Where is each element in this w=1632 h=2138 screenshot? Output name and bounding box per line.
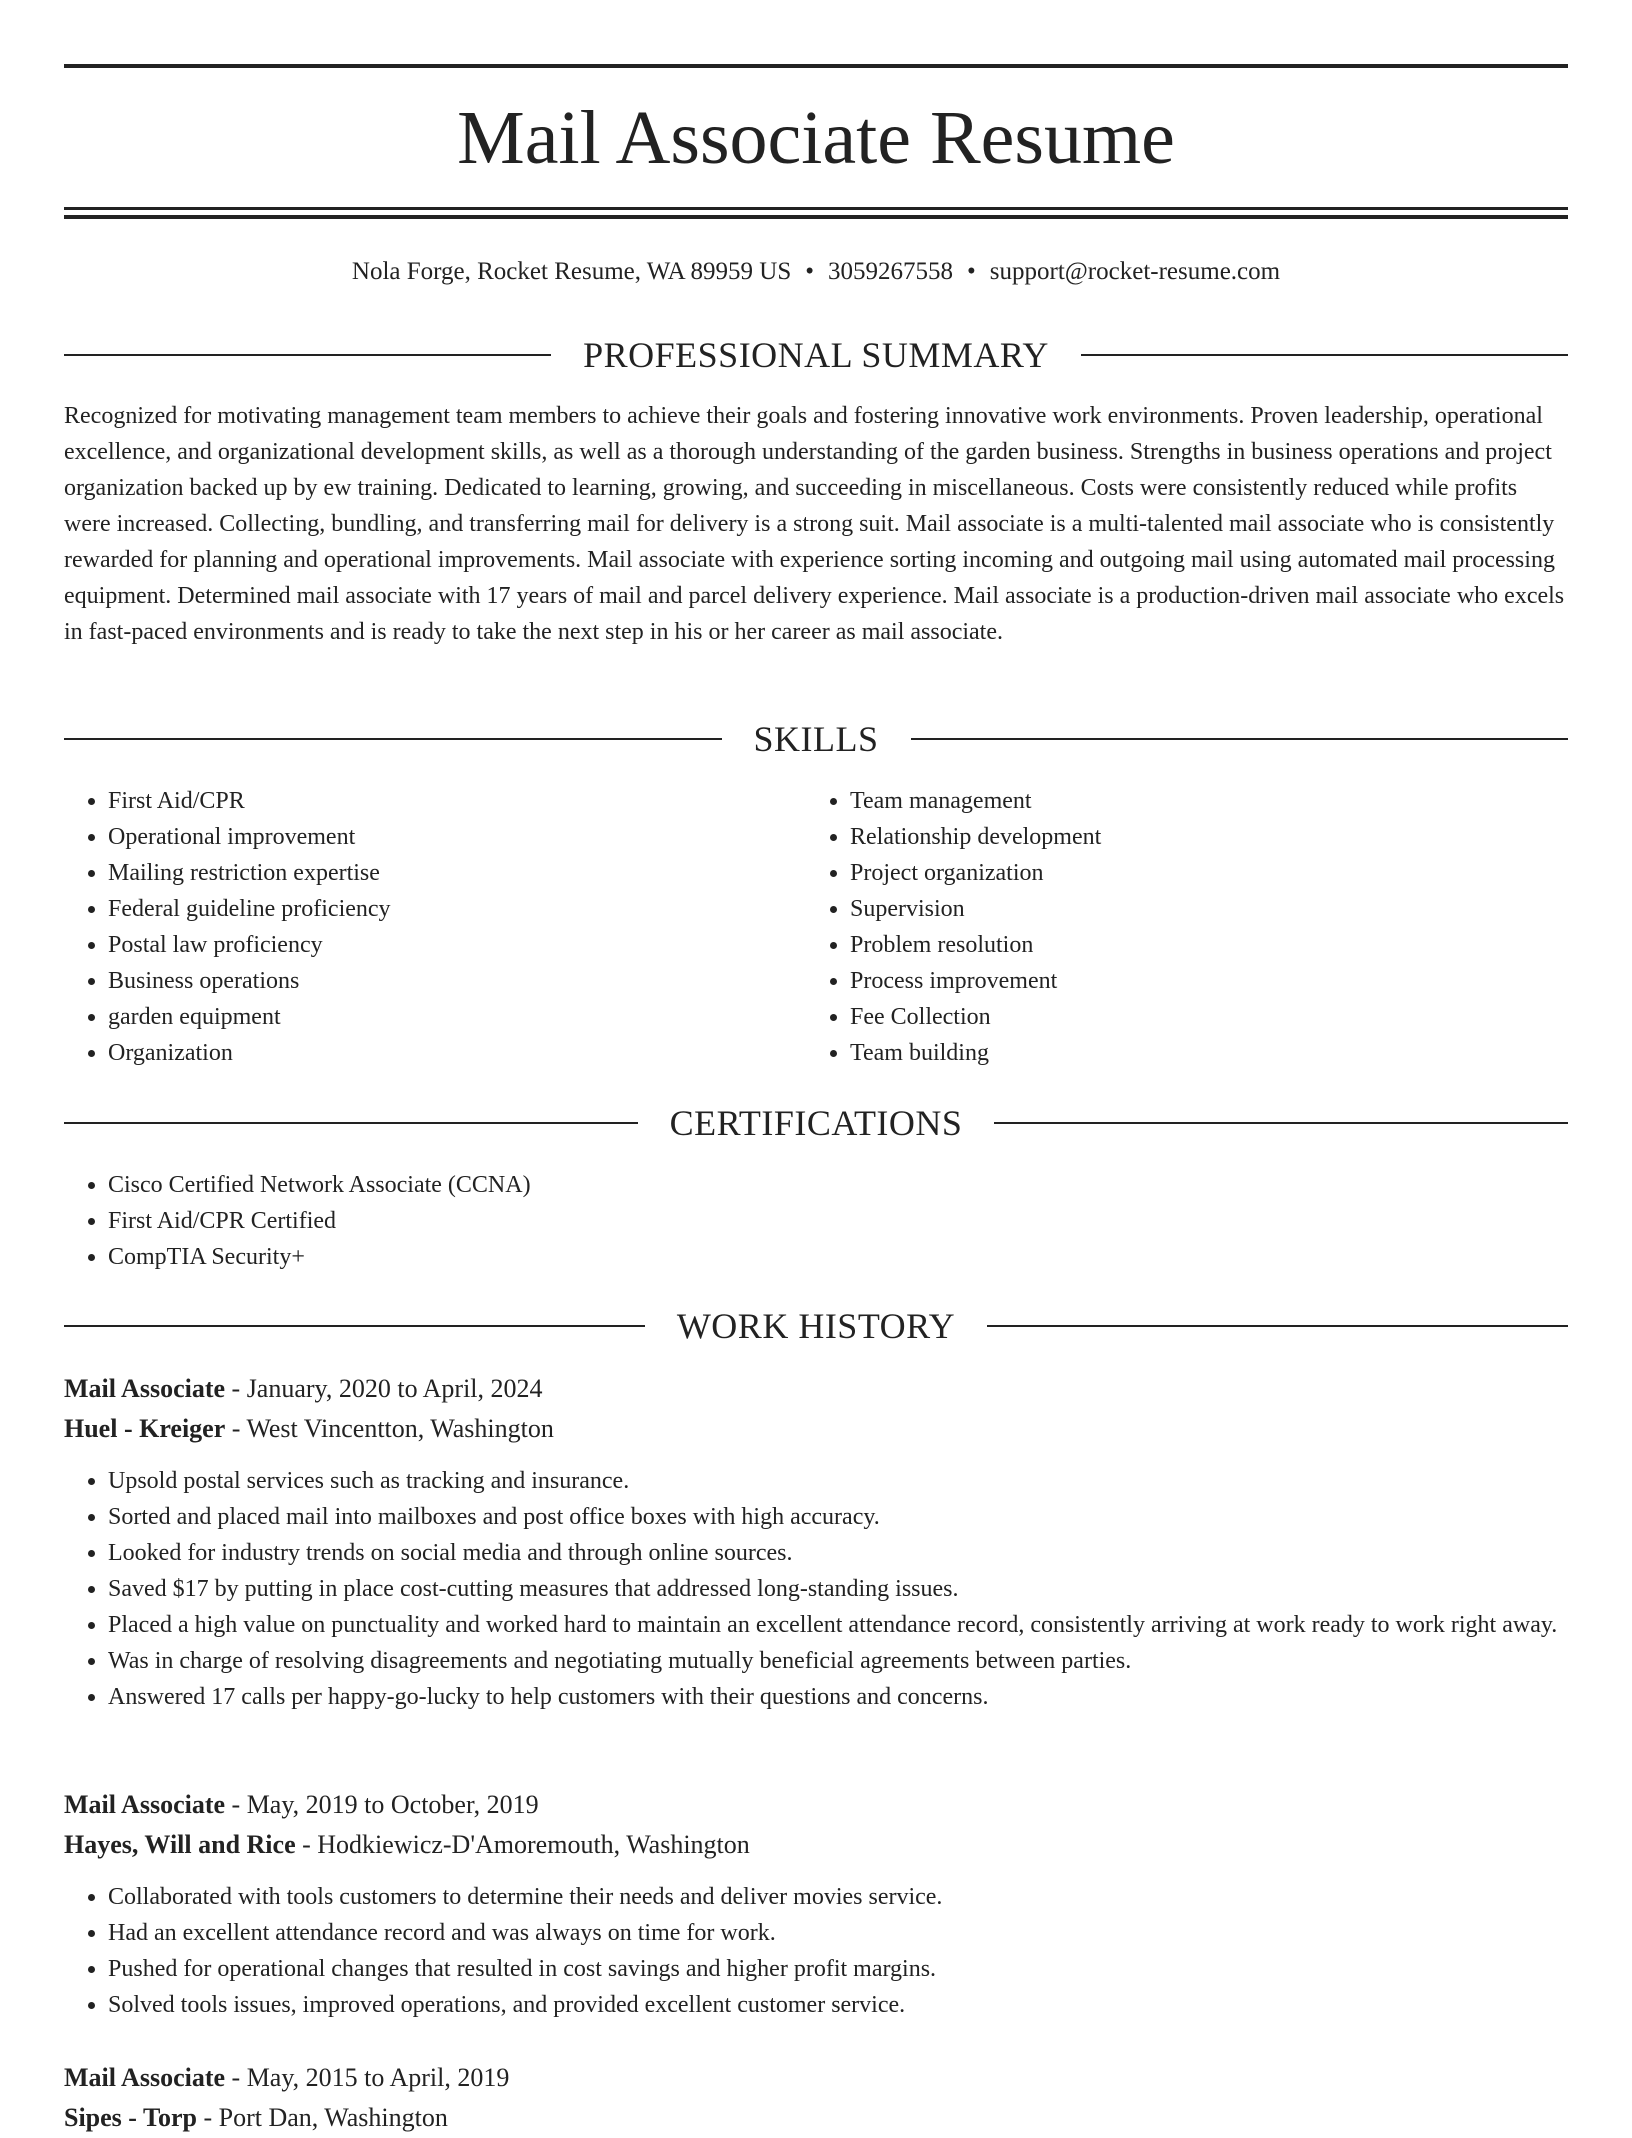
title-rule-lower xyxy=(64,215,1568,219)
contact-phone: 3059267558 xyxy=(828,258,954,285)
job-bullet: • Solved tools issues, improved operations, and provided excellent customer service. xyxy=(108,1987,1568,2023)
skills-column-left xyxy=(64,783,804,1071)
heading-rule xyxy=(64,1122,638,1124)
job-title-line xyxy=(64,2058,1568,2098)
job-bullet: • Was in charge of resolving disagreements and negotiating mutually beneficial agreements between parties. xyxy=(108,1643,1568,1679)
job-bullet: • Looked for industry trends on social media and through online sources. xyxy=(108,1535,1568,1571)
job-dates: - January, 2020 to April, 2024 xyxy=(231,1374,543,1403)
skills-heading-label: SKILLS xyxy=(753,719,879,759)
job-bullet: • Saved $17 by putting in place cost-cutting measures that addressed long-standing issues. xyxy=(108,1571,1568,1607)
skill-item: • Mailing restriction expertise xyxy=(108,855,804,891)
skill-item: • Fee Collection xyxy=(850,999,1566,1035)
job-title: Mail Associate xyxy=(64,2063,226,2092)
skill-item: • Relationship development xyxy=(850,819,1566,855)
certification-item: • CompTIA Security+ xyxy=(108,1239,1568,1275)
top-rule xyxy=(64,64,1568,68)
job-location: - Port Dan, Washington xyxy=(203,2103,448,2132)
job-bullet: • Collaborated with tools customers to determine their needs and deliver movies service. xyxy=(108,1879,1568,1915)
skill-item: • Team building xyxy=(850,1035,1566,1071)
skill-item: • garden equipment xyxy=(108,999,804,1035)
heading-rule xyxy=(64,738,722,740)
skill-item: • First Aid/CPR xyxy=(108,783,804,819)
job-company: Hayes, Will and Rice xyxy=(64,1830,296,1859)
summary-heading-label: PROFESSIONAL SUMMARY xyxy=(583,335,1049,375)
skill-item: • Organization xyxy=(108,1035,804,1071)
job-company-line xyxy=(64,1409,1568,1449)
skill-item: • Team management xyxy=(850,783,1566,819)
job-bullet: • Sorted and placed mail into mailboxes and post office boxes with high accuracy. xyxy=(108,1499,1568,1535)
job-location: - Hodkiewicz-D'Amoremouth, Washington xyxy=(302,1830,750,1859)
job-bullets xyxy=(64,1463,1568,1715)
heading-rule xyxy=(64,354,551,356)
certification-item: • First Aid/CPR Certified xyxy=(108,1203,1568,1239)
job-bullet: • Upsold postal services such as tracking and insurance. xyxy=(108,1463,1568,1499)
certifications-list xyxy=(64,1167,1568,1275)
contact-address: Nola Forge, Rocket Resume, WA 89959 US xyxy=(351,258,792,285)
certifications-heading-label: CERTIFICATIONS xyxy=(669,1103,963,1143)
skill-item: • Business operations xyxy=(108,963,804,999)
skills-column-right xyxy=(806,783,1566,1071)
skills-heading xyxy=(64,717,1568,761)
heading-rule xyxy=(911,738,1569,740)
summary-text: Recognized for motivating management team members to achieve their goals and fostering innovative work environments. Proven leadership, operational excellence, and organizational development skills, as well as a thorough understanding of the garden business. Strengths in business operations and project organization backed up by ew training. Dedicated to learning, growing, and succeeding in miscellaneous. Costs were consistently reduced while profits were increased. Collecting, bundling, and transferring mail for delivery is a strong suit. Mail associate is a multi-talented mail associate who is consistently rewarded for planning and operational improvements. Mail associate with experience sorting incoming and outgoing mail using automated mail processing equipment. Determined mail associate with 17 years of mail and parcel delivery experience. Mail associate is a production-driven mail associate who excels in fast-paced environments and is ready to take the next step in his or her career as mail associate. xyxy=(64,403,1565,645)
job-title-line xyxy=(64,1785,1568,1825)
contact-separator: • xyxy=(805,258,815,285)
job-company: Huel - Kreiger xyxy=(64,1414,226,1443)
skill-item: • Operational improvement xyxy=(108,819,804,855)
title-rule-upper xyxy=(64,207,1568,210)
contact-line xyxy=(64,254,1568,290)
skill-item: • Process improvement xyxy=(850,963,1566,999)
job-title: Mail Associate xyxy=(64,1790,226,1819)
work-history-heading-label: WORK HISTORY xyxy=(676,1306,956,1346)
job-company: Sipes - Torp xyxy=(64,2103,197,2132)
contact-email: support@rocket-resume.com xyxy=(989,258,1281,285)
skill-item: • Federal guideline proficiency xyxy=(108,891,804,927)
heading-rule xyxy=(64,1325,645,1327)
job-dates: - May, 2015 to April, 2019 xyxy=(231,2063,510,2092)
job-dates: - May, 2019 to October, 2019 xyxy=(231,1790,539,1819)
certifications-heading xyxy=(64,1101,1568,1145)
certification-item: • Cisco Certified Network Associate (CCNA) xyxy=(108,1167,1568,1203)
job-bullet: • Answered 17 calls per happy-go-lucky to help customers with their questions and concerns. xyxy=(108,1679,1568,1715)
skill-item: • Postal law proficiency xyxy=(108,927,804,963)
job-bullet: • Pushed for operational changes that resulted in cost savings and higher profit margins. xyxy=(108,1951,1568,1987)
job-title: Mail Associate xyxy=(64,1374,226,1403)
skill-item: • Supervision xyxy=(850,891,1566,927)
heading-rule xyxy=(1081,354,1568,356)
summary-heading xyxy=(64,333,1568,377)
job-bullet: • Had an excellent attendance record and was always on time for work. xyxy=(108,1915,1568,1951)
job-company-line xyxy=(64,2098,1568,2138)
skill-item: • Project organization xyxy=(850,855,1566,891)
contact-separator: • xyxy=(967,258,976,285)
heading-rule xyxy=(994,1122,1568,1124)
heading-rule xyxy=(987,1325,1568,1327)
job-title-line xyxy=(64,1369,1568,1409)
job-bullets xyxy=(64,1879,1568,2023)
page-title: Mail Associate Resume xyxy=(457,96,1175,180)
work-history-heading xyxy=(64,1304,1568,1348)
job-bullet: • Placed a high value on punctuality and worked hard to maintain an excellent attendance record, consistently arriving at work ready to work right away. xyxy=(108,1607,1568,1643)
job-company-line xyxy=(64,1825,1568,1865)
job-location: - West Vincentton, Washington xyxy=(231,1414,554,1443)
skill-item: • Problem resolution xyxy=(850,927,1566,963)
